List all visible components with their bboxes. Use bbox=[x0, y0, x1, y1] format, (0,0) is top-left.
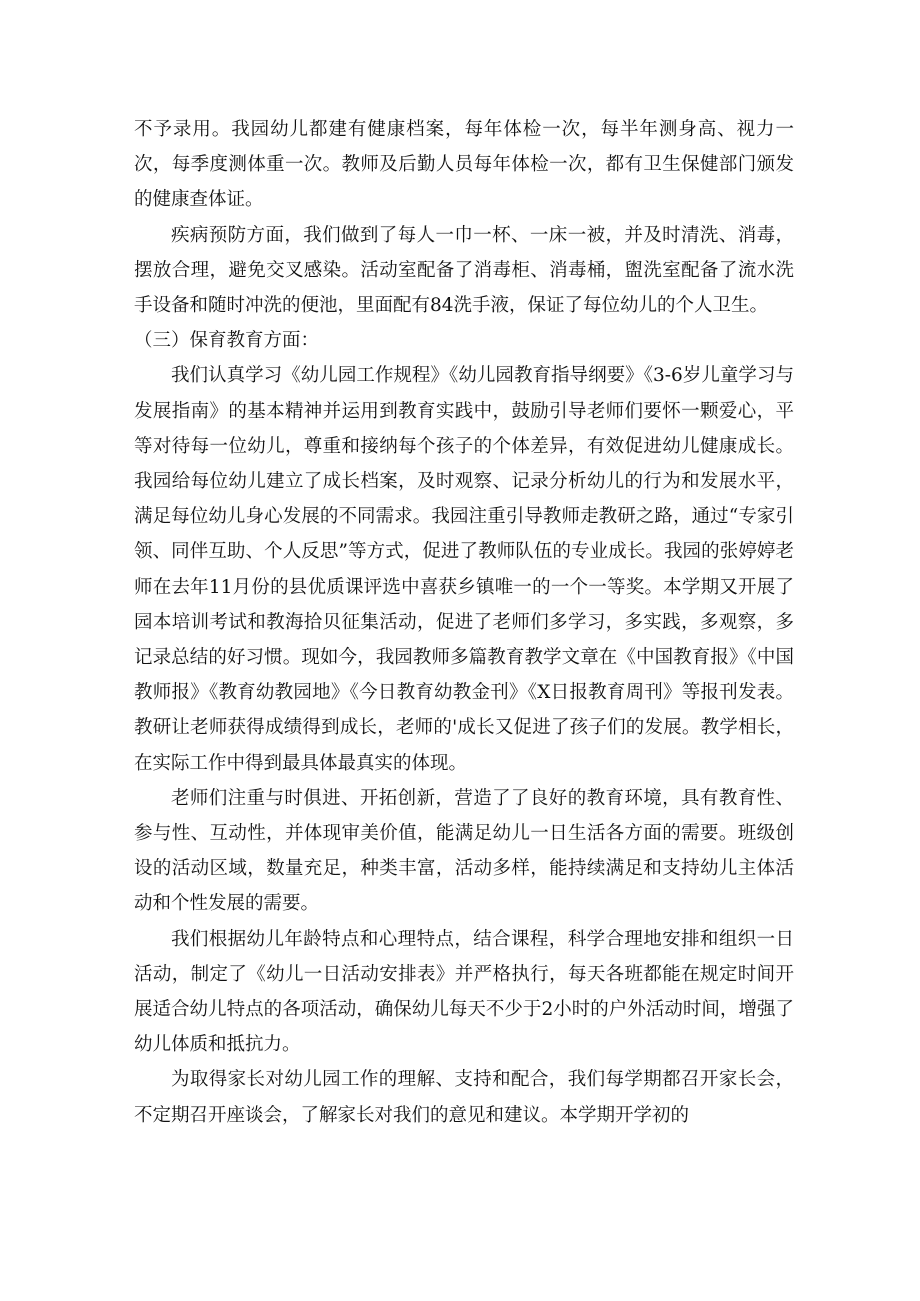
paragraph-environment: 老师们注重与时俱进、开拓创新，营造了了良好的教育环境，具有教育性、参与性、互动性，并体现审美价值，能满足幼儿一日生活各方面的需要。班级创设的活动区域，数量充足，种类丰富，活动多样，能持续满足和支持幼儿主体活动和个性发展的需要。 bbox=[134, 787, 794, 915]
paragraph-parent-meetings: 为取得家长对幼儿园工作的理解、支持和配合，我们每学期都召开家长会，不定期召开座谈会，了解家长对我们的意见和建议。本学期开学初的 bbox=[134, 1069, 794, 1126]
paragraph-teaching-research: 我们认真学习《幼儿园工作规程》《幼儿园教育指导纲要》《3-6岁儿童学习与发展指南》的基本精神并运用到教育实践中，鼓励引导老师们要怀一颗爱心，平等对待每一位幼儿，尊重和接纳每个孩子的个体差异，有效促进幼儿健康成长。我园给每位幼儿建立了成长档案，及时观察、记录分析幼儿的行为和发展水平，满足每位幼儿身心发展的不同需求。我园注重引导教师走教研之路，通过“专家引领、同伴互助、个人反思”等方式，促进了教师队伍的专业成长。我园的张婷婷老师在去年11月份的县优质课评选中喜获乡镇唯一的一个一等奖。本学期又开展了园本培训考试和教海拾贝征集活动，促进了老师们多学习，多实践，多观察，多记录总结的好习惯。现如今，我园教师多篇教育教学文章在《中国教育报》《中国教师报》《教育幼教园地》《今日教育幼教金刊》《X日报教育周刊》等报刊发表。教研让老师获得成绩得到成长，老师的'成长又促进了孩子们的发展。教学相长，在实际工作中得到最具体最真实的体现。 bbox=[134, 365, 794, 774]
document-body bbox=[134, 112, 794, 1133]
paragraph-disease-prevention: 疾病预防方面，我们做到了每人一巾一杯、一床一被，并及时清洗、消毒，摆放合理，避免交叉感染。活动室配备了消毒柜、消毒桶，盥洗室配备了流水洗手设备和随时冲洗的便池，里面配有84洗手液，保证了每位幼儿的个人卫生。 bbox=[134, 224, 794, 317]
paragraph-health-records: 不予录用。我园幼儿都建有健康档案，每年体检一次，每半年测身高、视力一次，每季度测体重一次。教师及后勤人员每年体检一次，都有卫生保健部门颁发的健康查体证。 bbox=[134, 119, 794, 211]
section-heading-education: （三）保育教育方面： bbox=[134, 330, 320, 352]
paragraph-daily-schedule: 我们根据幼儿年龄特点和心理特点，结合课程，科学合理地安排和组织一日活动，制定了《幼儿一日活动安排表》并严格执行，每天各班都能在规定时间开展适合幼儿特点的各项活动，确保幼儿每天不少于2小时的户外活动时间，增强了幼儿体质和抵抗力。 bbox=[134, 928, 794, 1056]
